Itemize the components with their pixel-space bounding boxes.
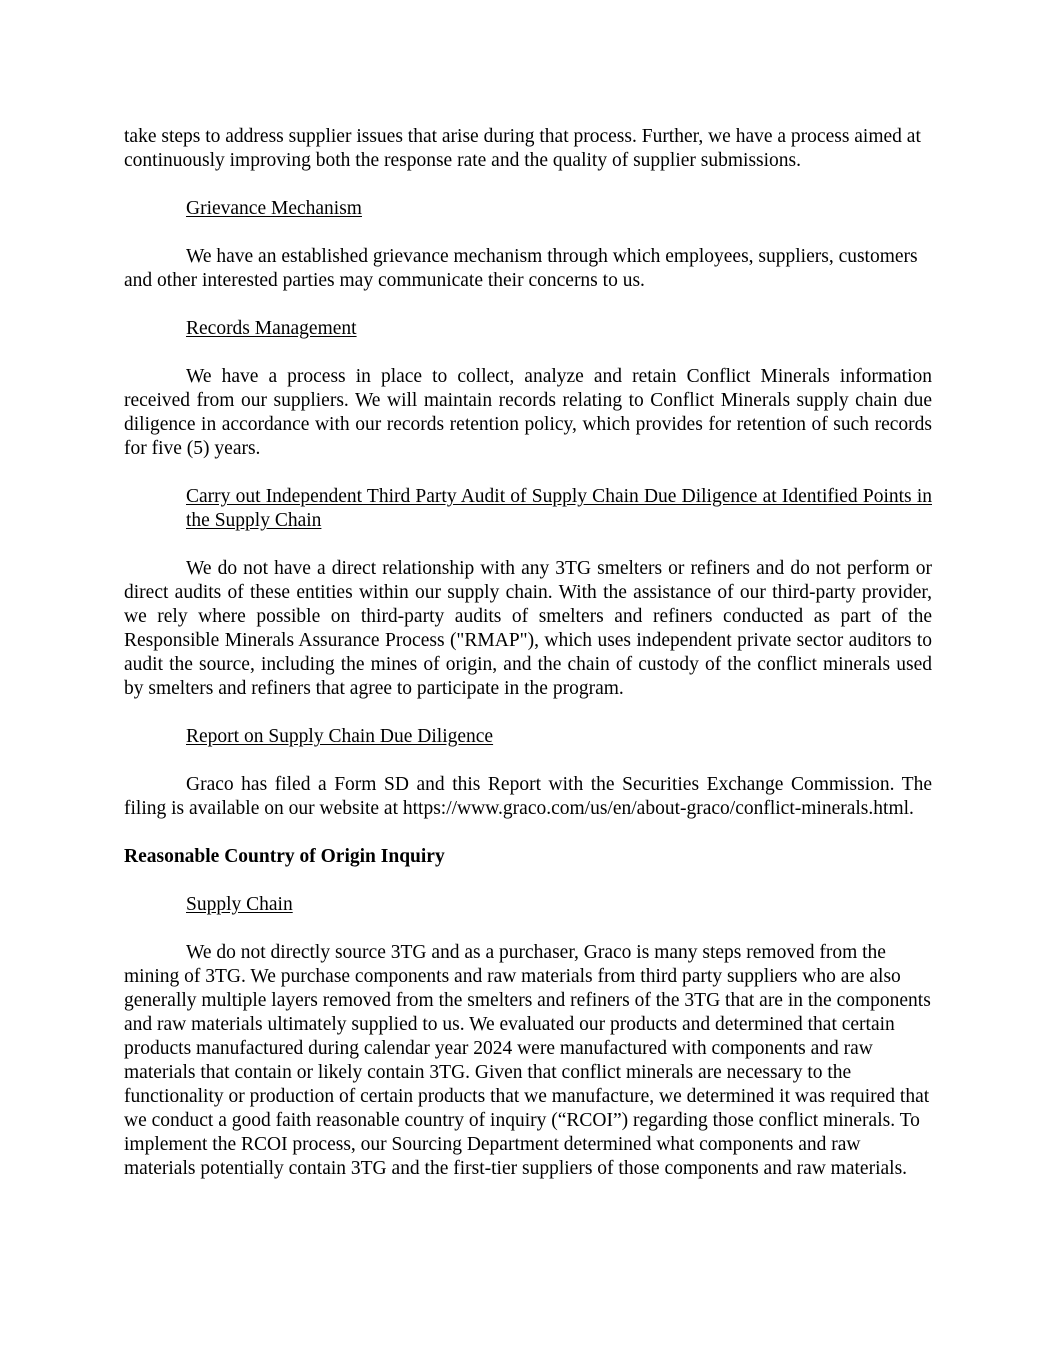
rcoi-heading: Reasonable Country of Origin Inquiry [124,846,445,867]
supply-chain-heading: Supply Chain [186,894,293,915]
document-page [124,125,932,1181]
continuation-paragraph: take steps to address supplier issues that arise during that process. Further, we have a process aimed at continuously improving both the response rate and the quality of supplier submissions. [124,126,921,171]
audit-heading: Carry out Independent Third Party Audit of Supply Chain Due Diligence at Identified Points in the Supply Chain [186,486,932,531]
grievance-heading: Grievance Mechanism [186,198,362,219]
report-heading: Report on Supply Chain Due Diligence [186,726,494,747]
supply-chain-paragraph: We do not directly source 3TG and as a purchaser, Graco is many steps removed from the mining of 3TG. We purchase components and raw materials from third party suppliers who are also generally multiple layers removed from the smelters and refiners of the 3TG that are in the components and raw materials ultimately supplied to us. We evaluated our products and determined that certain products manufactured during calendar year 2024 were manufactured with components and raw materials that contain or likely contain 3TG. Given that conflict minerals are necessary to the functionality or production of certain products that we manufacture, we determined it was required that we conduct a good faith reasonable country of inquiry (“RCOI”) regarding those conflict minerals. To implement the RCOI process, our Sourcing Department determined what components and raw materials potentially contain 3TG and the first-tier suppliers of those components and raw materials. [124,942,931,1179]
records-heading: Records Management [186,318,357,339]
records-paragraph: We have a process in place to collect, analyze and retain Conflict Minerals information received from our suppliers. We will maintain records relating to Conflict Minerals supply chain due diligence in accordance with our records retention policy, which provides for retention of such records for five (5) years. [124,366,932,459]
report-paragraph: Graco has filed a Form SD and this Report with the Securities Exchange Commission. The filing is available on our website at https://www.graco.com/us/en/about-graco/conflict-minerals.html. [124,774,932,819]
grievance-paragraph: We have an established grievance mechanism through which employees, suppliers, customers and other interested parties may communicate their concerns to us. [124,246,918,291]
audit-paragraph: We do not have a direct relationship with any 3TG smelters or refiners and do not perform or direct audits of these entities within our supply chain. With the assistance of our third-party provider, we rely where possible on third-party audits of smelters and refiners conducted as part of the Responsible Minerals Assurance Process ("RMAP"), which uses independent private sector auditors to audit the source, including the mines of origin, and the chain of custody of the conflict minerals used by smelters and refiners that agree to participate in the program. [124,558,932,699]
